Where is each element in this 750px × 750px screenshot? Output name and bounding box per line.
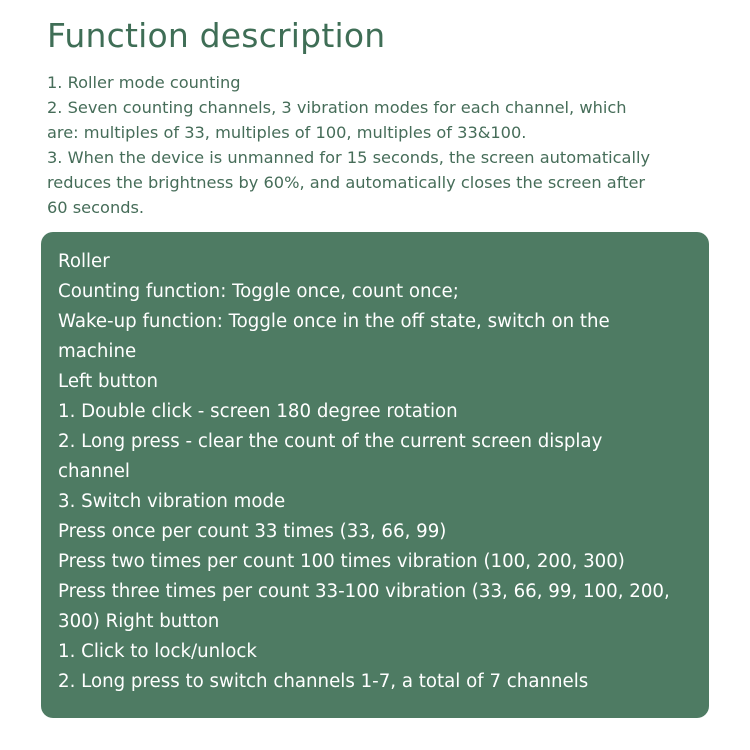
panel-line: Roller — [58, 251, 110, 272]
panel-line: channel — [58, 461, 130, 482]
intro-line: 60 seconds. — [47, 198, 145, 217]
panel-line: 2. Long press to switch channels 1-7, a total of 7 channels — [58, 671, 589, 692]
instructions-list — [58, 247, 709, 697]
intro-line: 2. Seven counting channels, 3 vibration modes for each channel, which — [47, 98, 627, 117]
panel-line: 1. Double click - screen 180 degree rotation — [58, 401, 458, 422]
intro-line: are: multiples of 33, multiples of 100, multiples of 33&100. — [47, 123, 527, 142]
intro-line: 3. When the device is unmanned for 15 seconds, the screen automatically — [47, 148, 651, 167]
panel-line: Press two times per count 100 times vibration (100, 200, 300) — [58, 551, 625, 572]
intro-line: 1. Roller mode counting — [47, 73, 241, 92]
intro-list — [47, 70, 707, 220]
panel-line: Wake-up function: Toggle once in the off state, switch on the — [58, 311, 610, 332]
panel-line: Press three times per count 33-100 vibration (33, 66, 99, 100, 200, — [58, 581, 670, 602]
panel-line: 1. Click to lock/unlock — [58, 641, 257, 662]
panel-line: Left button — [58, 371, 158, 392]
panel-line: 3. Switch vibration mode — [58, 491, 286, 512]
panel-line: machine — [58, 341, 137, 362]
panel-line: Press once per count 33 times (33, 66, 99) — [58, 521, 447, 542]
panel-line: 300) Right button — [58, 611, 220, 632]
intro-line: reduces the brightness by 60%, and automatically closes the screen after — [47, 173, 646, 192]
instructions-panel — [41, 232, 709, 718]
page-title: Function description — [47, 16, 386, 55]
panel-line: 2. Long press - clear the count of the current screen display — [58, 431, 603, 452]
panel-line: Counting function: Toggle once, count once; — [58, 281, 459, 302]
